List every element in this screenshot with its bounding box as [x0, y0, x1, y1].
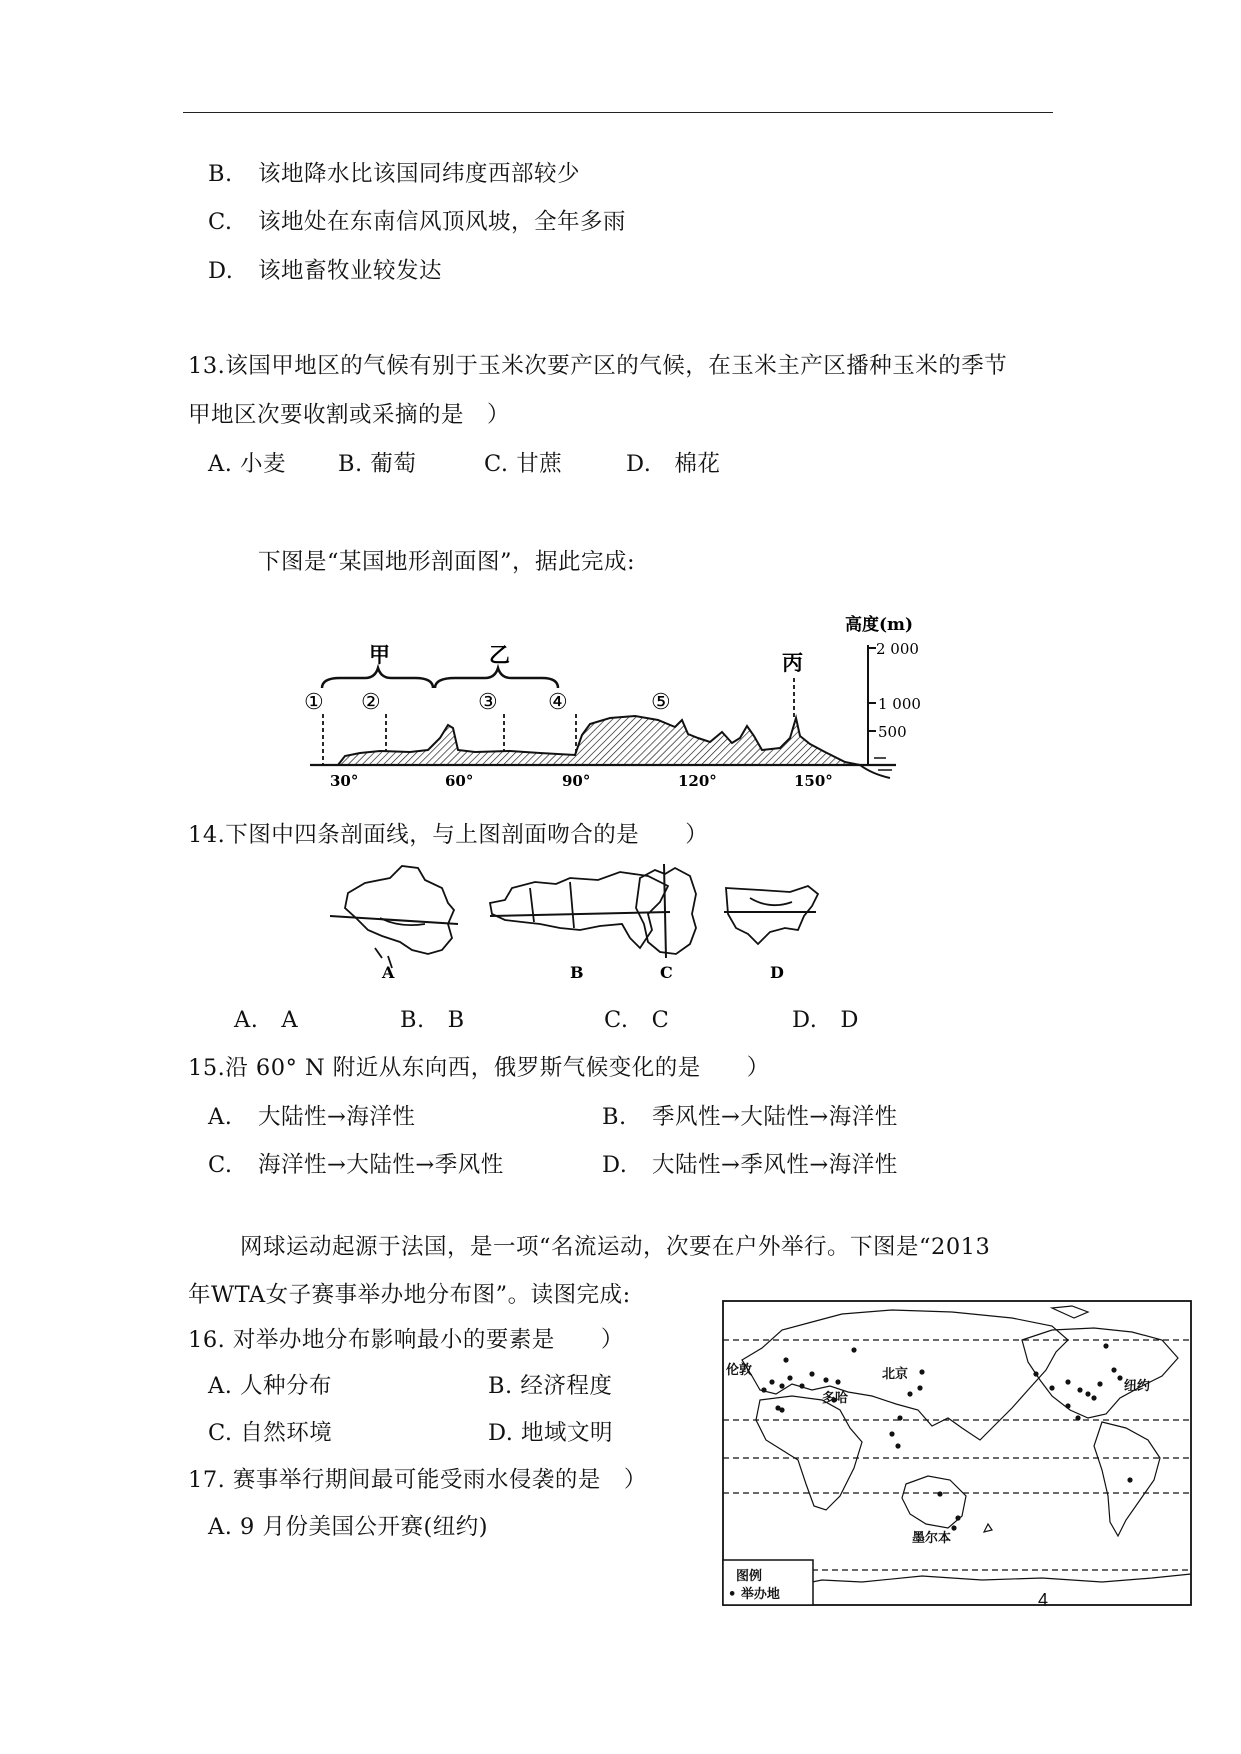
legend-title: 图例	[736, 1569, 763, 1584]
q15-option-a[interactable]	[208, 1102, 415, 1132]
x-tick-label: 150°	[794, 772, 833, 790]
city-label-beijing: 北京	[882, 1367, 909, 1382]
option-letter: D.	[208, 258, 234, 284]
q16-option-c[interactable]: C. 自然环境	[208, 1420, 333, 1446]
legend-item-venue: • 举办地	[728, 1587, 780, 1602]
bracket-yi	[435, 668, 558, 688]
q16-option-b[interactable]: B. 经济程度	[488, 1373, 613, 1399]
option-text: 大陆性→海洋性	[258, 1104, 416, 1130]
region-label-yi: 乙	[489, 642, 510, 667]
q12-option-b[interactable]	[208, 159, 580, 189]
option-text: 该地畜牧业较发达	[258, 258, 443, 284]
option-letter: B.	[208, 161, 233, 187]
q14-option-b[interactable]: B. B	[400, 1007, 465, 1033]
x-tick-label: 60°	[445, 772, 474, 790]
q14-option-a[interactable]: A. A	[234, 1007, 299, 1033]
map-d	[724, 886, 818, 944]
q16-option-d[interactable]: D. 地域文明	[488, 1420, 614, 1446]
profile-lines-maps-figure	[330, 858, 930, 988]
point-label-2: ②	[361, 690, 381, 715]
y-tick-label: 1 000	[878, 695, 921, 713]
city-label-newyork: 纽约	[1124, 1379, 1151, 1394]
x-tick-label: 90°	[562, 772, 591, 790]
point-label-5: ⑤	[651, 690, 671, 715]
x-tick-label: 30°	[330, 772, 359, 790]
map-label-d: D	[770, 963, 784, 982]
q12-option-c[interactable]	[208, 207, 626, 237]
point-label-1: ①	[304, 690, 324, 715]
q12-option-d[interactable]	[208, 256, 442, 286]
region-label-bing: 丙	[782, 650, 803, 675]
y-tick-label: 500	[878, 723, 907, 741]
map-c	[636, 864, 696, 958]
header-rule	[183, 112, 1053, 113]
option-letter: D.	[602, 1152, 628, 1178]
tennis-intro-line2: 年WTA女子赛事举办地分布图”。读图完成:	[188, 1282, 631, 1308]
wta-world-map	[722, 1300, 1192, 1606]
option-text: 海洋性→大陆性→季风性	[258, 1152, 504, 1178]
q15-option-c[interactable]	[208, 1150, 504, 1180]
option-text: 该地处在东南信风顶风坡，全年多雨	[258, 209, 627, 235]
q14-option-d[interactable]: D. D	[792, 1007, 859, 1033]
q13-option-a[interactable]: A. 小麦	[208, 451, 287, 477]
option-letter: A.	[208, 1104, 233, 1130]
city-label-london	[726, 1362, 752, 1378]
city-label-london-text: 伦敦	[726, 1363, 753, 1378]
q13-stem-line1: 13.该国甲地区的气候有别于玉米次要产区的气候，在玉米主产区播种玉米的季节	[188, 353, 1008, 379]
city-label-doha: 多哈	[822, 1391, 849, 1406]
q16-option-a[interactable]: A. 人种分布	[208, 1373, 333, 1399]
q13-option-b[interactable]: B. 葡萄	[338, 451, 417, 477]
map-label-a: A	[382, 963, 395, 982]
map-label-c: C	[660, 963, 673, 982]
q13-option-d[interactable]: D. 棉花	[626, 451, 721, 477]
option-letter: C.	[208, 1152, 233, 1178]
q13-stem-line2: 甲地区次要收割或采摘的是 ）	[188, 402, 511, 428]
q15-option-d[interactable]	[602, 1150, 898, 1180]
point-label-4: ④	[548, 690, 568, 715]
point-label-3: ③	[478, 690, 498, 715]
region-label-jia: 甲	[369, 642, 390, 667]
q15-stem: 15.沿 60° N 附近从东向西，俄罗斯气候变化的是 ）	[188, 1055, 770, 1081]
page-number: 4	[1038, 1590, 1049, 1610]
map-b	[490, 872, 670, 948]
option-text: 大陆性→季风性→海洋性	[652, 1152, 898, 1178]
option-text: 季风性→大陆性→海洋性	[652, 1104, 898, 1130]
map-label-b: B	[570, 963, 584, 982]
x-tick-label: 120°	[678, 772, 717, 790]
q15-option-b[interactable]	[602, 1102, 898, 1132]
option-letter: C.	[208, 209, 233, 235]
terrain-profile	[338, 716, 860, 765]
option-text: 该地降水比该国同纬度西部较少	[258, 161, 581, 187]
q14-option-c[interactable]: C. C	[604, 1007, 670, 1033]
bracket-jia	[322, 668, 433, 688]
q14-stem: 14.下图中四条剖面线，与上图剖面吻合的是 ）	[188, 822, 709, 848]
profile-intro: 下图是“某国地形剖面图”，据此完成:	[258, 549, 636, 575]
q17-stem: 17. 赛事举行期间最可能受雨水侵袭的是 ）	[188, 1467, 647, 1493]
q17-option-a[interactable]: A. 9 月份美国公开赛(纽约)	[208, 1514, 489, 1540]
option-letter: B.	[602, 1104, 627, 1130]
map-a	[330, 866, 458, 968]
q16-stem: 16. 对举办地分布影响最小的要素是 ）	[188, 1327, 624, 1353]
y-tick-label: 2 000	[876, 640, 919, 658]
city-label-melbourne: 墨尔本	[912, 1531, 952, 1546]
y-axis-label: 高度(m)	[845, 615, 914, 635]
q13-option-c[interactable]: C. 甘蔗	[484, 451, 563, 477]
tennis-intro-line1: 网球运动起源于法国，是一项“名流运动，次要在户外举行。下图是“2013	[240, 1234, 991, 1260]
terrain-profile-figure	[300, 600, 921, 795]
